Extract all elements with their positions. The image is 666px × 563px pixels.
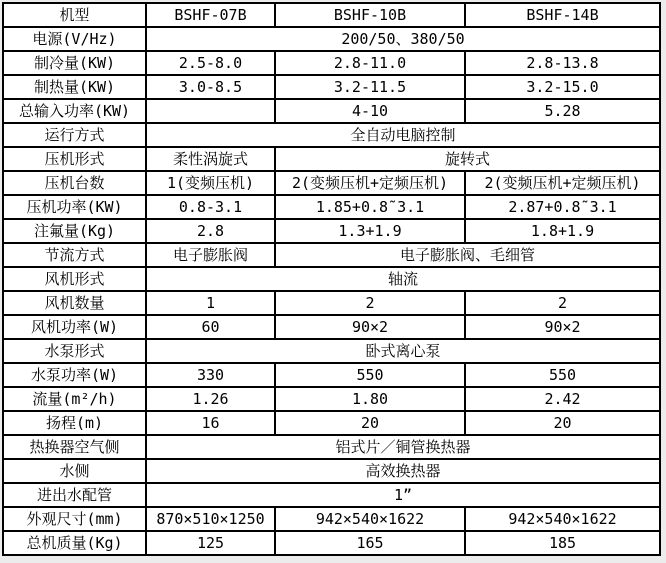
refrigerant-charge-row bbox=[3, 219, 660, 243]
spec-cell: 1.3+1.9 bbox=[275, 219, 465, 243]
spec-cell: 1” bbox=[146, 483, 660, 507]
spec-cell: 2 bbox=[275, 291, 465, 315]
spec-table-body bbox=[3, 3, 660, 555]
total-weight-row bbox=[3, 531, 660, 555]
heating-capacity-row bbox=[3, 75, 660, 99]
spec-cell: 2.8 bbox=[146, 219, 275, 243]
spec-cell: 1 bbox=[146, 291, 275, 315]
spec-cell bbox=[146, 99, 275, 123]
fan-form-row-label: 风机形式 bbox=[3, 267, 146, 291]
compressor-form-row-label: 压机形式 bbox=[3, 147, 146, 171]
spec-cell: 1.85+0.8˜3.1 bbox=[275, 195, 465, 219]
spec-cell: 330 bbox=[146, 363, 275, 387]
fan-count-row bbox=[3, 291, 660, 315]
spec-cell: 60 bbox=[146, 315, 275, 339]
spec-cell: 20 bbox=[465, 411, 660, 435]
spec-cell: 2.8-11.0 bbox=[275, 51, 465, 75]
power-supply-row bbox=[3, 27, 660, 51]
cooling-capacity-row-label: 制冷量(KW) bbox=[3, 51, 146, 75]
spec-cell: 轴流 bbox=[146, 267, 660, 291]
lift-row bbox=[3, 411, 660, 435]
spec-cell: 旋转式 bbox=[275, 147, 660, 171]
spec-cell: 942×540×1622 bbox=[465, 507, 660, 531]
model-header-row bbox=[3, 3, 660, 27]
spec-table bbox=[2, 2, 661, 556]
flow-rate-row-label: 流量(m²/h) bbox=[3, 387, 146, 411]
water-piping-row bbox=[3, 483, 660, 507]
spec-cell: 3.2-11.5 bbox=[275, 75, 465, 99]
spec-cell: 2.5-8.0 bbox=[146, 51, 275, 75]
water-piping-row-label: 进出水配管 bbox=[3, 483, 146, 507]
throttle-mode-row bbox=[3, 243, 660, 267]
heat-exchanger-air-side-row-label: 热换器空气侧 bbox=[3, 435, 146, 459]
spec-cell: 高效换热器 bbox=[146, 459, 660, 483]
spec-cell: 185 bbox=[465, 531, 660, 555]
fan-power-row bbox=[3, 315, 660, 339]
flow-rate-row bbox=[3, 387, 660, 411]
dimensions-row bbox=[3, 507, 660, 531]
pump-power-row bbox=[3, 363, 660, 387]
spec-cell: 942×540×1622 bbox=[275, 507, 465, 531]
spec-cell: 20 bbox=[275, 411, 465, 435]
spec-cell: BSHF-14B bbox=[465, 3, 660, 27]
spec-cell: 2 bbox=[465, 291, 660, 315]
refrigerant-charge-row-label: 注氟量(Kg) bbox=[3, 219, 146, 243]
spec-cell: 4-10 bbox=[275, 99, 465, 123]
compressor-power-row-label: 压机功率(KW) bbox=[3, 195, 146, 219]
spec-cell: 柔性涡旋式 bbox=[146, 147, 275, 171]
spec-cell: 铝式片／铜管换热器 bbox=[146, 435, 660, 459]
spec-cell: 电子膨胀阀、毛细管 bbox=[275, 243, 660, 267]
spec-cell: 1(变频压机) bbox=[146, 171, 275, 195]
spec-cell: 125 bbox=[146, 531, 275, 555]
heat-exchanger-air-side-row bbox=[3, 435, 660, 459]
total-input-power-row-label: 总输入功率(KW) bbox=[3, 99, 146, 123]
pump-form-row-label: 水泵形式 bbox=[3, 339, 146, 363]
spec-cell: 2(变频压机+定频压机) bbox=[275, 171, 465, 195]
compressor-form-row bbox=[3, 147, 660, 171]
spec-cell: 电子膨胀阀 bbox=[146, 243, 275, 267]
dimensions-row-label: 外观尺寸(mm) bbox=[3, 507, 146, 531]
pump-form-row bbox=[3, 339, 660, 363]
spec-cell: 2(变频压机+定频压机) bbox=[465, 171, 660, 195]
spec-cell: 3.2-15.0 bbox=[465, 75, 660, 99]
spec-cell: 550 bbox=[465, 363, 660, 387]
water-side-row bbox=[3, 459, 660, 483]
model-header-row-label: 机型 bbox=[3, 3, 146, 27]
power-supply-row-label: 电源(V/Hz) bbox=[3, 27, 146, 51]
fan-count-row-label: 风机数量 bbox=[3, 291, 146, 315]
spec-cell: 全自动电脑控制 bbox=[146, 123, 660, 147]
water-side-row-label: 水侧 bbox=[3, 459, 146, 483]
compressor-power-row bbox=[3, 195, 660, 219]
cooling-capacity-row bbox=[3, 51, 660, 75]
spec-cell: BSHF-10B bbox=[275, 3, 465, 27]
fan-form-row bbox=[3, 267, 660, 291]
lift-row-label: 扬程(m) bbox=[3, 411, 146, 435]
spec-cell: 165 bbox=[275, 531, 465, 555]
spec-cell: 550 bbox=[275, 363, 465, 387]
spec-cell: 卧式离心泵 bbox=[146, 339, 660, 363]
spec-cell: 2.42 bbox=[465, 387, 660, 411]
throttle-mode-row-label: 节流方式 bbox=[3, 243, 146, 267]
spec-cell: 90×2 bbox=[465, 315, 660, 339]
spec-cell: BSHF-07B bbox=[146, 3, 275, 27]
spec-cell: 3.0-8.5 bbox=[146, 75, 275, 99]
operation-mode-row-label: 运行方式 bbox=[3, 123, 146, 147]
spec-cell: 16 bbox=[146, 411, 275, 435]
spec-cell: 200/50、380/50 bbox=[146, 27, 660, 51]
spec-cell: 1.8+1.9 bbox=[465, 219, 660, 243]
spec-cell: 5.28 bbox=[465, 99, 660, 123]
compressor-count-row-label: 压机台数 bbox=[3, 171, 146, 195]
spec-cell: 870×510×1250 bbox=[146, 507, 275, 531]
pump-power-row-label: 水泵功率(W) bbox=[3, 363, 146, 387]
spec-cell: 0.8-3.1 bbox=[146, 195, 275, 219]
spec-cell: 2.8-13.8 bbox=[465, 51, 660, 75]
total-weight-row-label: 总机质量(Kg) bbox=[3, 531, 146, 555]
spec-cell: 90×2 bbox=[275, 315, 465, 339]
compressor-count-row bbox=[3, 171, 660, 195]
spec-cell: 1.80 bbox=[275, 387, 465, 411]
operation-mode-row bbox=[3, 123, 660, 147]
spec-cell: 2.87+0.8˜3.1 bbox=[465, 195, 660, 219]
fan-power-row-label: 风机功率(W) bbox=[3, 315, 146, 339]
spec-cell: 1.26 bbox=[146, 387, 275, 411]
total-input-power-row bbox=[3, 99, 660, 123]
heating-capacity-row-label: 制热量(KW) bbox=[3, 75, 146, 99]
